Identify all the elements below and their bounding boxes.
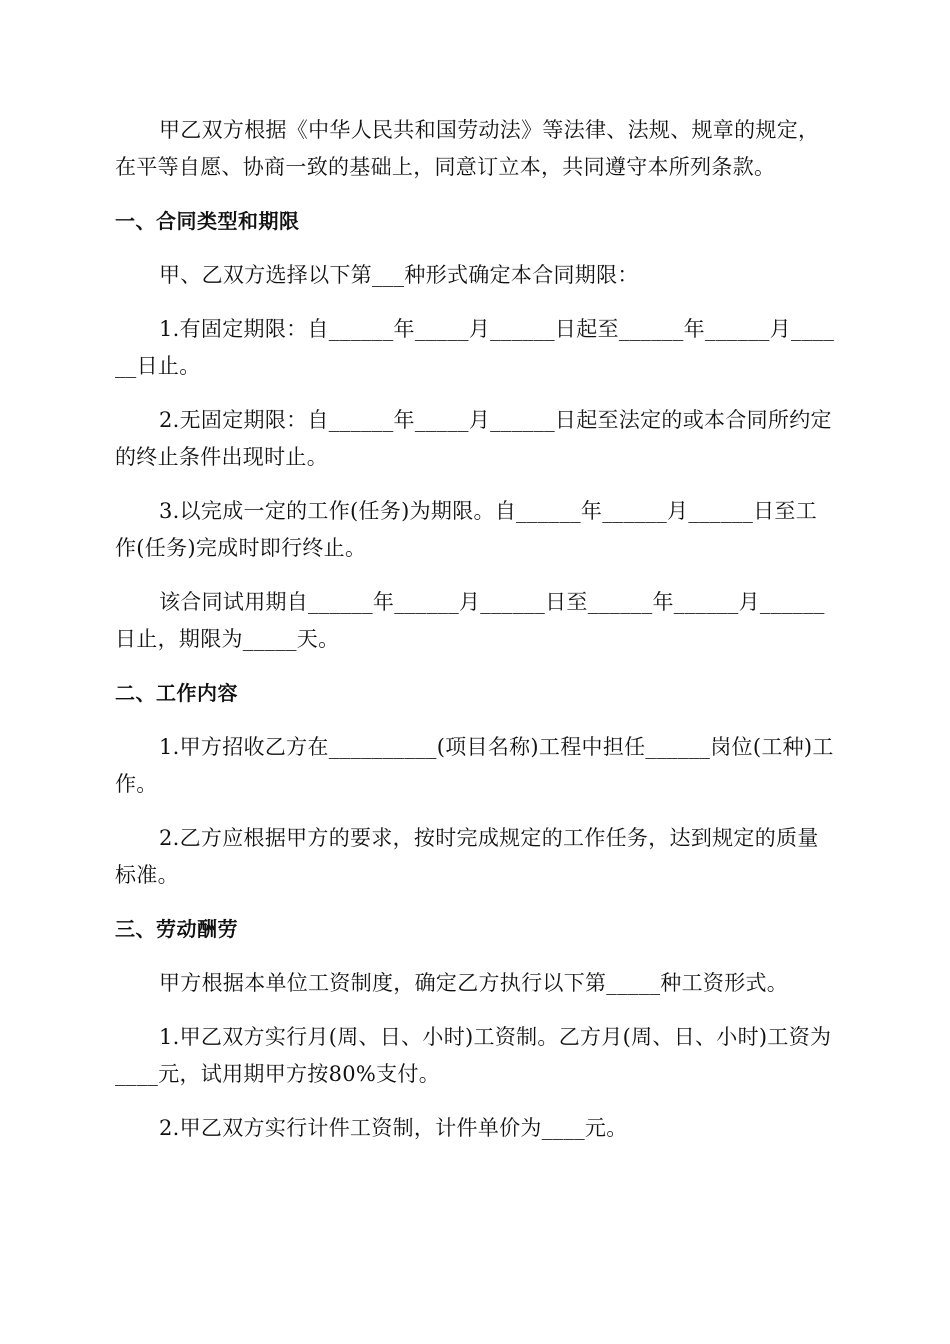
intro-paragraph: 甲乙双方根据《中华人民共和国劳动法》等法律、法规、规章的规定，在平等自愿、协商一致的基础上，同意订立本，共同遵守本所列条款。 [115,118,820,179]
wage-form-paragraph: 甲方根据本单位工资制度，确定乙方执行以下第_____种工资形式。 [159,971,789,995]
fixed-term-paragraph: 1.有固定期限：自______年_____月______日起至______年______月______日止。 [115,317,835,378]
time-wage-paragraph: 1.甲乙双方实行月(周、日、小时)工资制。乙方月(周、日、小时)工资为____元，试用期甲方按80%支付。 [115,1025,832,1086]
section3-heading: 三、劳动酬劳 [115,917,238,941]
section1-heading: 一、合同类型和期限 [115,209,300,233]
section2-heading: 二、工作内容 [115,681,238,705]
job-position-paragraph: 1.甲方招收乙方在__________(项目名称)工程中担任______岗位(工种)工作。 [115,735,834,796]
piece-wage-paragraph: 2.甲乙双方实行计件工资制，计件单价为____元。 [159,1116,628,1140]
task-term-paragraph: 3.以完成一定的工作(任务)为期限。自______年______月______日至工作(任务)完成时即行终止。 [115,499,818,560]
term-choice-paragraph: 甲、乙双方选择以下第___种形式确定本合同期限： [159,263,639,287]
open-term-paragraph: 2.无固定期限：自______年_____月______日起至法定的或本合同所约定的终止条件出现时止。 [115,408,832,469]
trial-period-paragraph: 该合同试用期自______年______月______日至______年______月______日止，期限为_____天。 [115,590,825,651]
contract-page [115,112,835,1164]
job-quality-paragraph: 2.乙方应根据甲方的要求，按时完成规定的工作任务，达到规定的质量标准。 [115,826,819,887]
